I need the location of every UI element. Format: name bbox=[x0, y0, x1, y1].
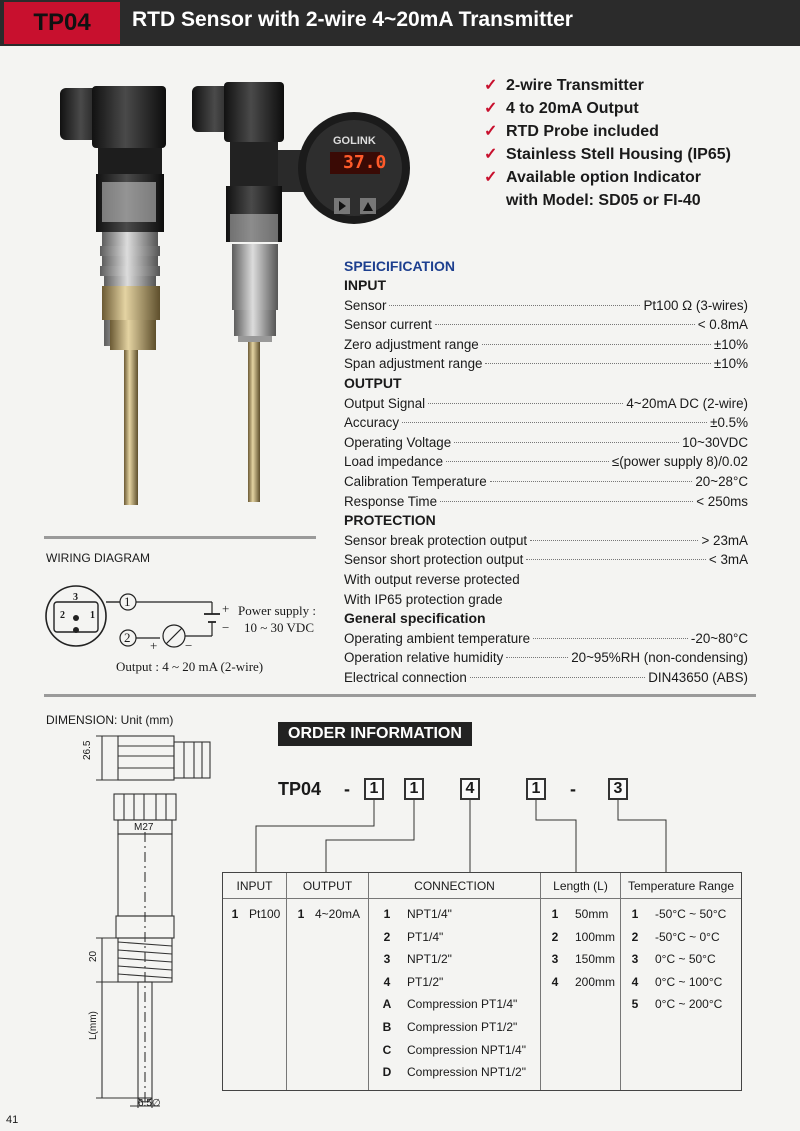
spec-value: ±10% bbox=[713, 336, 748, 352]
spec-label: Calibration Temperature bbox=[344, 473, 487, 489]
spec-label: Electrical connection bbox=[344, 669, 467, 685]
option-item: 2 100mm bbox=[551, 929, 616, 944]
dimension-drawing bbox=[80, 732, 230, 1112]
option-item: 4 200mm bbox=[551, 974, 616, 989]
spec-value: < 3mA bbox=[708, 552, 748, 568]
option-item: B Compression PT1/2" bbox=[382, 1020, 518, 1034]
spec-label: Zero adjustment range bbox=[344, 336, 479, 352]
spec-label: Accuracy bbox=[344, 415, 400, 431]
terminal-2-label: 2 bbox=[124, 630, 131, 645]
terminal-1-label: 1 bbox=[124, 594, 131, 609]
spec-row bbox=[344, 315, 748, 335]
order-dash: - bbox=[570, 779, 576, 799]
spec-value: -20~80°C bbox=[690, 630, 748, 646]
feature-item: ✓ Available option Indicator with Model: SD05 or FI-40 bbox=[484, 166, 736, 212]
spec-row bbox=[344, 668, 748, 688]
dot-leader bbox=[482, 344, 711, 345]
column-temperature bbox=[621, 873, 741, 1090]
dot-leader bbox=[440, 501, 693, 502]
option-item: 1 NPT1/4" bbox=[383, 907, 452, 921]
order-code-input: 1 bbox=[364, 778, 384, 800]
check-icon: ✓ bbox=[484, 123, 498, 140]
spec-label: Operation relative humidity bbox=[344, 650, 504, 666]
dimension-length: L(mm) bbox=[88, 1011, 99, 1040]
specification bbox=[344, 256, 748, 687]
order-code-temperature: 3 bbox=[608, 778, 628, 800]
dot-leader bbox=[402, 422, 707, 423]
option-item: 5 0°C ~ 200°C bbox=[631, 997, 723, 1012]
dot-leader bbox=[526, 559, 706, 560]
spec-row bbox=[344, 452, 748, 472]
option-item: D Compression NPT1/2" bbox=[382, 1065, 526, 1080]
option-item: C Compression NPT1/4" bbox=[382, 1042, 526, 1057]
transmitter-photo bbox=[52, 80, 182, 510]
spec-row bbox=[344, 413, 748, 433]
spec-row bbox=[344, 629, 748, 649]
spec-label: Sensor break protection output bbox=[344, 532, 528, 548]
dot-leader bbox=[470, 677, 645, 678]
power-supply-value: 10 ~ 30 VDC bbox=[244, 620, 314, 635]
indicator-brand-label: GOLINK bbox=[333, 135, 376, 147]
dot-leader bbox=[490, 481, 693, 482]
dimension-height-1: 26.5 bbox=[82, 740, 93, 760]
dimension-title: DIMENSION: Unit (mm) bbox=[46, 713, 174, 727]
option-item: 2 -50°C ~ 0°C bbox=[631, 929, 720, 944]
order-code-length: 1 bbox=[526, 778, 546, 800]
spec-section-protection: PROTECTION bbox=[344, 512, 436, 529]
page-header bbox=[0, 0, 800, 46]
spec-value: ±10% bbox=[713, 356, 748, 372]
spec-value: < 250ms bbox=[696, 493, 748, 509]
dot-leader bbox=[533, 638, 688, 639]
spec-label: Load impedance bbox=[344, 454, 444, 470]
spec-row bbox=[344, 492, 748, 512]
power-supply-label: Power supply : bbox=[238, 603, 316, 618]
plus-label: + bbox=[222, 601, 230, 616]
spec-label: With output reverse protected bbox=[344, 571, 520, 587]
spec-title: SPEICIFICATION bbox=[344, 258, 455, 274]
option-item: 3 150mm bbox=[551, 952, 616, 967]
dimension-thread: M27 bbox=[134, 822, 154, 833]
dot-leader bbox=[435, 324, 695, 325]
spec-value: 20~95%RH (non-condensing) bbox=[571, 650, 748, 666]
order-prefix: TP04 bbox=[278, 779, 322, 799]
dot-leader bbox=[454, 442, 679, 443]
model-tag: TP04 bbox=[4, 2, 120, 44]
option-item: 3 0°C ~ 50°C bbox=[631, 952, 716, 967]
option-item: A Compression PT1/4" bbox=[382, 997, 518, 1012]
page-title: RTD Sensor with 2-wire 4~20mA Transmitter bbox=[132, 8, 573, 31]
spec-value: ≤(power supply 8)/0.02 bbox=[611, 454, 748, 470]
divider bbox=[44, 536, 316, 539]
spec-row bbox=[344, 531, 748, 551]
output-note: Output : 4 ~ 20 mA (2-wire) bbox=[116, 659, 264, 674]
column-header: INPUT bbox=[223, 873, 286, 899]
spec-row bbox=[344, 472, 748, 492]
spec-section-general: General specification bbox=[344, 610, 486, 627]
wiring-diagram bbox=[40, 580, 240, 660]
spec-value: < 0.8mA bbox=[697, 317, 748, 333]
spec-value: ±0.5% bbox=[710, 415, 748, 431]
column-header: CONNECTION bbox=[369, 873, 540, 899]
option-item: 3 NPT1/2" bbox=[383, 952, 452, 967]
spec-value: 4~20mA DC (2-wire) bbox=[626, 395, 748, 411]
spec-value: DIN43650 (ABS) bbox=[648, 669, 748, 685]
spec-label: Sensor bbox=[344, 297, 387, 313]
option-item: 1 -50°C ~ 50°C bbox=[631, 907, 727, 921]
check-icon: ✓ bbox=[484, 100, 498, 117]
dot-leader bbox=[530, 540, 698, 541]
spec-label: Sensor current bbox=[344, 317, 432, 333]
dot-leader bbox=[485, 363, 710, 364]
column-header: OUTPUT bbox=[287, 873, 368, 899]
spec-label: Sensor short protection output bbox=[344, 552, 524, 568]
page-number: 41 bbox=[6, 1114, 19, 1126]
option-item: 4 PT1/2" bbox=[383, 974, 444, 989]
spec-label: Output Signal bbox=[344, 395, 426, 411]
spec-row bbox=[344, 648, 748, 668]
dot-leader bbox=[428, 403, 623, 404]
order-code-output: 1 bbox=[404, 778, 424, 800]
feature-item: ✓ 4 to 20mA Output bbox=[484, 97, 736, 120]
option-item: 1 4~20mA bbox=[297, 907, 361, 921]
transmitter-plus-label: + bbox=[150, 638, 158, 653]
option-item: 1 Pt100 bbox=[231, 907, 281, 921]
spec-row bbox=[344, 394, 748, 414]
dimension-height-2: 20 bbox=[88, 950, 99, 962]
divider bbox=[44, 694, 756, 697]
indicator-display: 37.0 bbox=[343, 152, 387, 173]
wiring-title: WIRING DIAGRAM bbox=[46, 551, 150, 565]
spec-row bbox=[344, 335, 748, 355]
spec-row bbox=[344, 570, 748, 590]
spec-label: Response Time bbox=[344, 493, 438, 509]
transmitter-minus-label: − bbox=[185, 638, 193, 653]
spec-row bbox=[344, 354, 748, 374]
column-header: Length (L) bbox=[541, 873, 620, 899]
spec-section-input: INPUT bbox=[344, 277, 386, 293]
feature-item: ✓ RTD Probe included bbox=[484, 120, 736, 143]
column-input bbox=[223, 873, 287, 1090]
dot-leader bbox=[446, 461, 609, 462]
pin-2-label: 2 bbox=[60, 610, 65, 621]
spec-row bbox=[344, 550, 748, 570]
order-title: ORDER INFORMATION bbox=[278, 722, 472, 746]
column-header: Temperature Range bbox=[621, 873, 741, 899]
spec-value: 10~30VDC bbox=[682, 434, 748, 450]
feature-item: ✓ Stainless Stell Housing (IP65) bbox=[484, 143, 736, 166]
spec-row bbox=[344, 296, 748, 316]
column-output bbox=[287, 873, 369, 1090]
pin-1-label: 1 bbox=[90, 610, 95, 621]
pin-3-label: 3 bbox=[73, 592, 78, 603]
spec-label: Span adjustment range bbox=[344, 356, 483, 372]
check-icon: ✓ bbox=[484, 169, 498, 186]
order-dash: - bbox=[344, 779, 350, 799]
minus-label: − bbox=[222, 620, 230, 635]
order-table bbox=[222, 872, 742, 1091]
column-length bbox=[541, 873, 621, 1090]
order-code-connection: 4 bbox=[460, 778, 480, 800]
spec-row bbox=[344, 433, 748, 453]
option-item: 4 0°C ~ 100°C bbox=[631, 974, 723, 989]
dot-leader bbox=[506, 657, 568, 658]
dimension-diameter: 6.5∅ bbox=[138, 1098, 161, 1109]
feature-list bbox=[484, 74, 736, 212]
spec-value: Pt100 Ω (3-wires) bbox=[643, 297, 748, 313]
option-item: 1 50mm bbox=[551, 907, 609, 921]
spec-section-output: OUTPUT bbox=[344, 374, 402, 391]
spec-label: Operating Voltage bbox=[344, 434, 452, 450]
spec-label: With IP65 protection grade bbox=[344, 591, 503, 607]
spec-row bbox=[344, 590, 748, 610]
option-item: 2 PT1/4" bbox=[383, 929, 444, 944]
check-icon: ✓ bbox=[484, 146, 498, 163]
check-icon: ✓ bbox=[484, 77, 498, 94]
dot-leader bbox=[389, 305, 640, 306]
feature-item: ✓ 2-wire Transmitter bbox=[484, 74, 736, 97]
spec-value: > 23mA bbox=[701, 532, 748, 548]
spec-label: Operating ambient temperature bbox=[344, 630, 531, 646]
column-connection bbox=[369, 873, 541, 1090]
spec-value: 20~28°C bbox=[695, 473, 748, 489]
